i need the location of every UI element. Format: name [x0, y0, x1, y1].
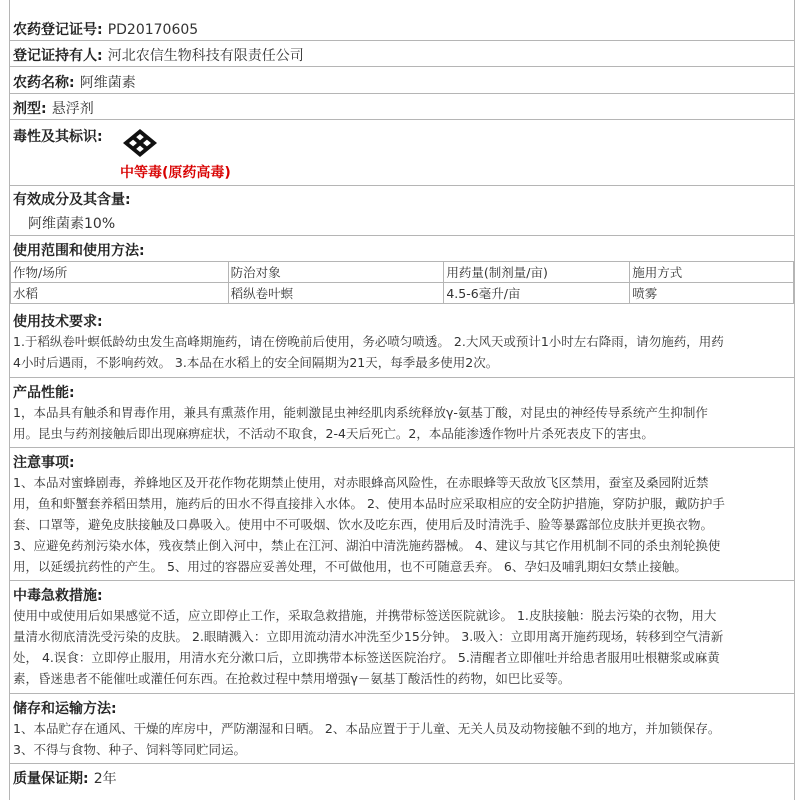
notes-row: [10, 448, 794, 581]
storage-line: 1、本品贮存在通风、干燥的库房中，严防潮湿和日晒。 2、本品应置于于儿童、无关人员及动物接触不到的地方，并加锁保存。: [13, 721, 721, 736]
ingredient-label: 有效成分及其含量:: [13, 192, 131, 208]
storage-row: [10, 694, 794, 764]
reg-no-value: PD20170605: [107, 22, 199, 38]
firstaid-row: [10, 581, 794, 694]
reg-no-row: [10, 16, 794, 41]
form-value: 悬浮剂: [51, 101, 94, 117]
usage-header-crop: 作物/场所: [11, 262, 229, 283]
holder-label: 登记证持有人:: [13, 48, 103, 64]
warranty-value: 2年: [93, 771, 117, 787]
name-value: 阿维菌素: [79, 75, 136, 91]
ingredient-value: 阿维菌素10%: [28, 216, 116, 232]
table-row: [11, 283, 794, 304]
firstaid-line: 处， 4.误食：立即停止服用，用清水充分漱口后，立即携带本标签送医院治疗。 5.清醒者立即催吐并给患者服用吐根糖浆或麻黄: [13, 650, 720, 665]
toxicity-value: 中等毒(原药高毒): [120, 165, 231, 181]
pesticide-label-page: [9, 0, 795, 800]
tech-line: 1.于稻纵卷叶螟低龄幼虫发生高峰期施药，请在傍晚前后使用，务必喷匀喷透。 2.大风天或预计1小时左右降雨，请勿施药，用药: [13, 334, 724, 349]
notes-line: 套、口罩等，避免皮肤接触及口鼻吸入。使用中不可吸烟、饮水及吃东西，使用后及时清洗手、脸等暴露部位皮肤并更换衣物。: [13, 517, 714, 532]
tech-label: 使用技术要求:: [13, 314, 103, 330]
form-row: [10, 94, 794, 120]
notes-line: 用，鱼和虾蟹套养稻田禁用，施药后的田水不得直接排入水体。 2、使用本品时应采取相应的安全防护措施，穿防护服，戴防护手: [13, 496, 725, 511]
usage-header-target: 防治对象: [228, 262, 444, 283]
firstaid-line: 量清水彻底清洗受污染的皮肤。 2.眼睛溅入：立即用流动清水冲洗至少15分钟。 3.吸入：立即用离开施药现场，转移到空气清新: [13, 629, 724, 644]
firstaid-label: 中毒急救措施:: [13, 588, 103, 604]
usage-table: [10, 261, 794, 304]
warranty-label: 质量保证期:: [13, 771, 89, 787]
form-label: 剂型:: [13, 101, 47, 117]
toxicity-label: 毒性及其标识:: [13, 129, 103, 145]
ingredient-row: [10, 186, 794, 236]
holder-value: 河北农信生物科技有限责任公司: [107, 48, 304, 64]
firstaid-text: [13, 605, 788, 689]
performance-label: 产品性能:: [13, 385, 75, 401]
performance-row: [10, 378, 794, 448]
name-label: 农药名称:: [13, 75, 75, 91]
toxicity-symbol-icon: [120, 128, 160, 158]
usage-row: [10, 236, 794, 261]
warranty-row: [10, 764, 794, 800]
storage-line: 3、不得与食物、种子、饲料等同贮同运。: [13, 742, 246, 757]
storage-text: [13, 718, 788, 760]
holder-row: [10, 41, 794, 67]
performance-line: 用。昆虫与药剂接触后即出现麻痹症状，不活动不取食，2-4天后死亡。2，本品能渗透作物叶片杀死表皮下的害虫。: [13, 426, 654, 441]
usage-cell-method: 喷雾: [630, 283, 794, 304]
name-row: [10, 67, 794, 94]
firstaid-line: 使用中或使用后如果感觉不适，应立即停止工作，采取急救措施，并携带标签送医院就诊。 1.皮肤接触：脱去污染的衣物，用大: [13, 608, 717, 623]
notes-line: 用，以延缓抗药性的产生。 5、用过的容器应妥善处理，不可做他用，也不可随意丢弃。 6、孕妇及哺乳期妇女禁止接触。: [13, 559, 687, 574]
usage-table-header: [11, 262, 794, 283]
performance-text: [13, 402, 788, 444]
usage-header-method: 施用方式: [630, 262, 794, 283]
tech-row: [10, 304, 794, 378]
performance-line: 1，本品具有触杀和胃毒作用，兼具有熏蒸作用，能刺激昆虫神经肌肉系统释放γ-氨基丁酸，对昆虫的神经传导系统产生抑制作: [13, 405, 708, 420]
usage-cell-crop: 水稻: [11, 283, 229, 304]
notes-text: [13, 472, 788, 577]
notes-line: 1、本品对蜜蜂剧毒，养蜂地区及开花作物花期禁止使用，对赤眼蜂高风险性，在赤眼蜂等天敌放飞区禁用，蚕室及桑园附近禁: [13, 475, 709, 490]
tech-text: [13, 331, 788, 373]
usage-cell-target: 稻纵卷叶螟: [228, 283, 444, 304]
usage-label: 使用范围和使用方法:: [13, 243, 145, 259]
firstaid-line: 素，昏迷患者不能催吐或灌任何东西。在抢救过程中禁用增强γ－氨基丁酸活性的药物，如巴比妥等。: [13, 671, 571, 686]
tech-line: 4小时后遇雨，不影响药效。 3.本品在水稻上的安全间隔期为21天，每季最多使用2次。: [13, 355, 499, 370]
storage-label: 储存和运输方法:: [13, 701, 117, 717]
notes-line: 3、应避免药剂污染水体，残夜禁止倒入河中，禁止在江河、湖泊中清洗施药器械。 4、建议与其它作用机制不同的杀虫剂轮换使: [13, 538, 721, 553]
usage-header-dosage: 用药量(制剂量/亩): [444, 262, 630, 283]
reg-no-label: 农药登记证号:: [13, 22, 103, 38]
notes-label: 注意事项:: [13, 455, 75, 471]
usage-cell-dosage: 4.5-6毫升/亩: [444, 283, 630, 304]
